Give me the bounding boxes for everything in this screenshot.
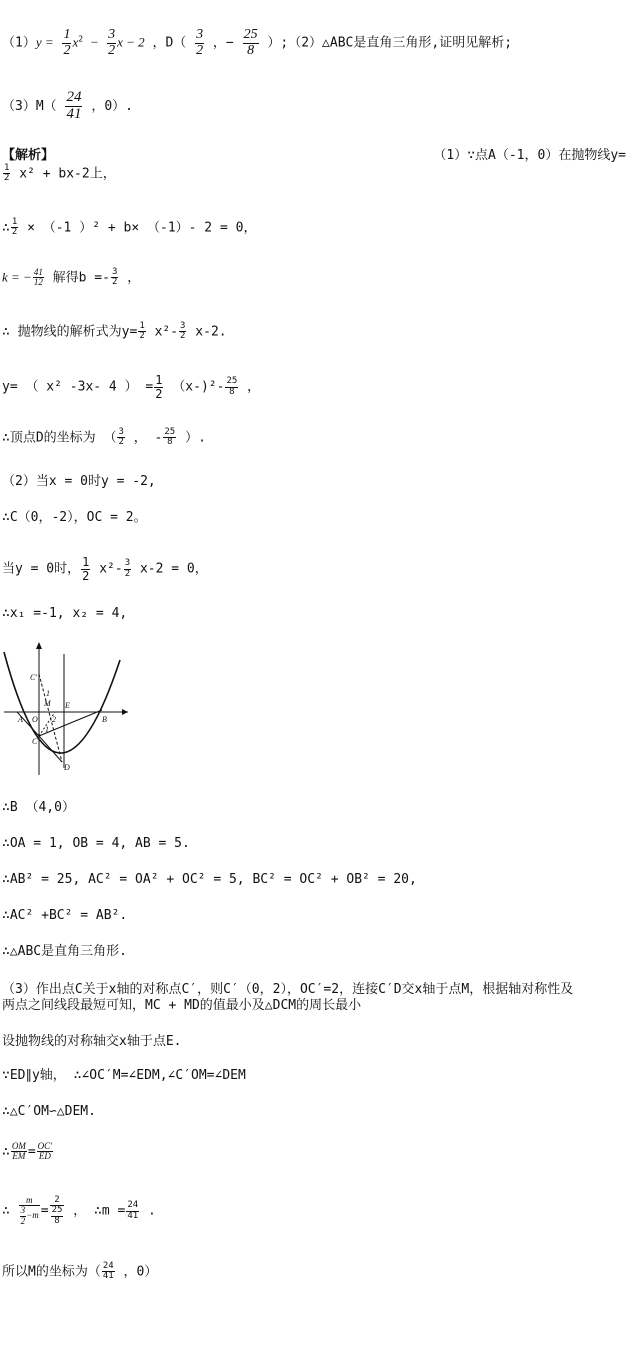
analysis-line-16a: （3）作出点C关于x轴的对称点C′，则C′（0，2），OC′=2，连接C′D交x轴于点M，根据轴对称性及 <box>2 982 574 997</box>
analysis-line-18: ∵ED∥y轴， ∴∠OC′M=∠EDM,∠C′OM=∠DEM <box>2 1068 246 1083</box>
label-e: E <box>65 701 70 710</box>
label-1-top: 1 <box>46 689 50 698</box>
analysis-line-5: y= （ x² -3x- 4 ） = $\frac{1}{2}$ （x-)²- $\frac{25}{8}$ ， <box>2 373 261 401</box>
analysis-line-10: ∴x₁ =-1, x₂ = 4, <box>2 606 128 621</box>
parabola-figure <box>2 640 132 780</box>
analysis-line-22: 所以M的坐标为（ $\frac{24}{41}$ ，0） <box>2 1261 158 1282</box>
label-o: O <box>32 715 38 724</box>
analysis-line-14: ∴AC² +BC² = AB². <box>2 908 128 923</box>
analysis-line-16b: 两点之间线段最短可知，MC + MD的值最小及△DCM的周长最小 <box>2 998 362 1013</box>
analysis-line-7: （2）当x = 0时y = -2, <box>2 474 156 489</box>
analysis-line-12: ∴OA = 1, OB = 4, AB = 5. <box>2 836 190 851</box>
label-b: B <box>102 715 107 724</box>
analysis-line-15: ∴△ABC是直角三角形. <box>2 944 127 959</box>
label-1-bottom: 1 <box>45 725 49 734</box>
label-d: D <box>64 763 70 772</box>
analysis-line-13: ∴AB² = 25, AC² = OA² + OC² = 5, BC² = OC² + OB² = 20, <box>2 872 417 887</box>
analysis-line-2: ∴ $\frac{1}{2}$ × （-1 ）² + b× （-1）- 2 = 0， <box>2 217 257 238</box>
label-a: A <box>18 715 23 724</box>
analysis-line-4: ∴ 抛物线的解析式为y= $\frac{1}{2}$ x²- $\frac{3}{2}$ x-2. <box>2 321 227 342</box>
label-2: 2 <box>52 715 56 724</box>
analysis-intro: （1）∵点A（-1，0）在抛物线y= <box>433 148 626 163</box>
answer-part3: （3）M（ $\frac{24}{41}$ ，0）. <box>2 89 133 122</box>
label-m: M <box>44 699 51 708</box>
analysis-intro-cont: $\frac{1}{2}$ x² + bx-2上， <box>4 163 116 184</box>
analysis-line-9: 当y = 0时， $\frac{1}{2}$ x²- $\frac{3}{2}$ x-2 = 0， <box>2 555 208 583</box>
answer-part1: （1）y = $\frac{1}{2}$ $x^2$ − $\frac{3}{2}$ x − 2 ，D（ $\frac{3}{2}$ ，− $\frac{25}{8}$ ）;（2）△ABC是直角三角形,证明见解析; <box>2 27 513 58</box>
analysis-line-6: ∴顶点D的坐标为 （ $\frac{3}{2}$ ， - $\frac{25}{8}$ ）. <box>2 427 206 448</box>
analysis-line-20: ∴ $\frac{OM}{EM}$ = $\frac{OC'}{ED}$ <box>2 1141 53 1162</box>
analysis-line-17: 设抛物线的对称轴交x轴于点E. <box>2 1034 182 1049</box>
label-c-prime: C′ <box>30 673 38 682</box>
analysis-line-11: ∴B （4,0） <box>2 800 75 815</box>
analysis-line-21: ∴ m $\frac{3}{2}$ −m = $\frac{2}{\frac{25}{8}}$ ， ∴m = $\frac{24}{41}$ . <box>2 1195 156 1226</box>
analysis-line-8: ∴C（0，-2），OC = 2。 <box>2 510 147 525</box>
analysis-heading: 【解析】 <box>2 148 55 163</box>
analysis-line-19: ∴△C′OM∽△DEM. <box>2 1104 96 1119</box>
label-c: C <box>32 737 38 746</box>
analysis-line-3: k = − $\frac{41}{12}$ 解得b =- $\frac{3}{2}$ ， <box>2 267 141 288</box>
